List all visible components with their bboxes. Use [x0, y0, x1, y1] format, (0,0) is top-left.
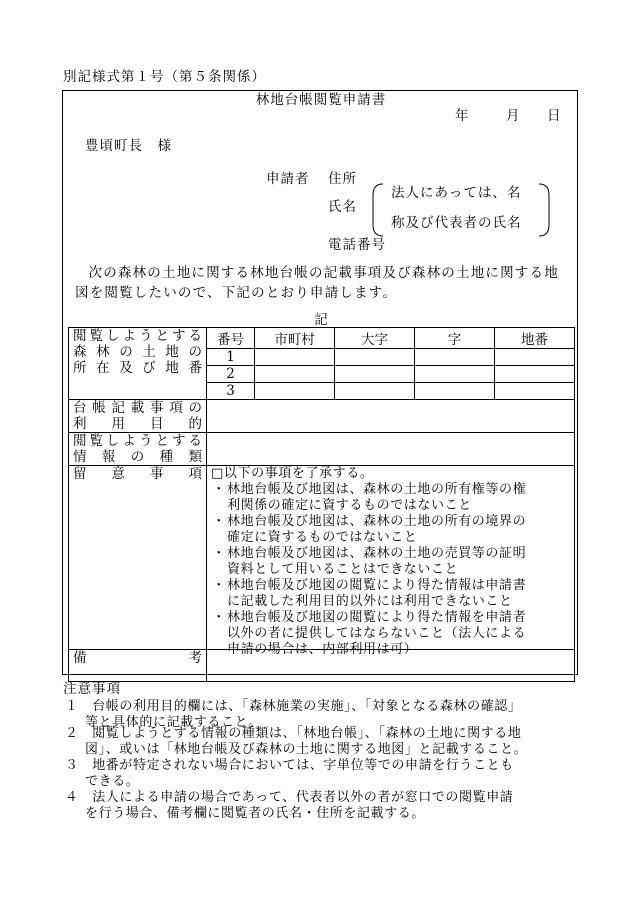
- caution-line: ２ 閲覧しようとする情報の種類は、「林地台帳」、「森林の土地に関する地: [65, 726, 522, 741]
- lot-number-field[interactable]: [495, 383, 575, 400]
- label-char: 類: [188, 449, 202, 465]
- caution-line: できる。: [85, 774, 140, 789]
- notice-item-line: [211, 546, 575, 562]
- record-label: 記: [314, 312, 328, 328]
- address-label: 住所: [328, 171, 357, 187]
- label-char: 項: [188, 466, 202, 482]
- notice-item-list: [211, 482, 575, 658]
- bullet-icon: ・: [212, 578, 226, 593]
- applicant-label: 申請者: [266, 171, 310, 187]
- label-char: う: [139, 328, 153, 344]
- purpose-label-line: [69, 416, 206, 432]
- notice-item-line: [211, 610, 575, 626]
- notice-item-line: [211, 498, 575, 514]
- label-char: 番: [188, 360, 202, 376]
- label-char: 林: [96, 344, 110, 360]
- label-char: 目: [150, 416, 164, 432]
- info-type-field[interactable]: [207, 433, 575, 466]
- form-number: 別記様式第１号（第５条関係）: [63, 69, 266, 85]
- notice-item-text: 資料として用いることはできないこと: [227, 562, 459, 577]
- label-char: 意: [111, 466, 125, 482]
- aza-field[interactable]: [415, 366, 495, 383]
- cautions-title: 注意事項: [63, 681, 121, 697]
- purpose-field[interactable]: [207, 400, 575, 433]
- label-char: う: [139, 433, 153, 449]
- label-char: し: [106, 328, 120, 344]
- lot-number-field[interactable]: [495, 366, 575, 383]
- row-number: 2: [207, 366, 255, 383]
- notice-item-line: [211, 578, 575, 594]
- label-char: 及: [119, 360, 133, 376]
- bullet-icon: ・: [212, 482, 226, 497]
- application-form: [62, 90, 578, 675]
- form-title: 林地台帳閲覧申請書: [255, 92, 387, 108]
- notice-item-text: に記載した利用目的以外には利用できないこと: [227, 594, 513, 609]
- intro-text: 次の森林の土地に関する林地台帳の記載事項及び森林の土地に関する地図を閲覧したいので、下記のとおり申請します。: [75, 265, 559, 301]
- label-char: 報: [101, 449, 116, 465]
- corporation-note-line-1: 法人にあっては、名: [391, 185, 522, 201]
- notice-item-text: 林地台帳及び地図は、森林の土地の売買等の証明: [227, 546, 527, 561]
- notice-item-text: 林地台帳及び地図の閲覧により得た情報は申請書: [227, 578, 527, 593]
- label-char: 地: [165, 344, 179, 360]
- label-char: 閲: [73, 328, 87, 344]
- notice-item-text: 林地台帳及び地図の閲覧により得た情報を申請者: [227, 610, 527, 625]
- addressee: 豊頃町長 様: [85, 138, 172, 154]
- label-char: 利: [73, 416, 87, 432]
- label-char: 留: [73, 466, 87, 482]
- header-lot-number: 地番: [495, 328, 575, 349]
- label-char: 森: [73, 344, 87, 360]
- label-char: よ: [122, 328, 136, 344]
- notice-item-line: [211, 562, 575, 578]
- label-char: よ: [122, 433, 136, 449]
- phone-label: 電話番号: [328, 237, 386, 253]
- bullet-icon: [211, 626, 227, 642]
- label-char: 情: [73, 449, 87, 465]
- aza-field[interactable]: [415, 349, 495, 366]
- caution-item: [65, 726, 580, 758]
- label-char: る: [188, 328, 202, 344]
- municipality-field[interactable]: [255, 349, 335, 366]
- oaza-field[interactable]: [335, 349, 415, 366]
- info-type-label-cell: [69, 433, 207, 466]
- location-label-cell: [69, 328, 207, 400]
- info-type-label-line: [69, 433, 206, 449]
- label-char: 覧: [89, 433, 103, 449]
- notice-item-line: [211, 482, 575, 498]
- remarks-label-cell: [69, 650, 207, 682]
- label-char: の: [188, 344, 202, 360]
- label-char: 用: [111, 416, 125, 432]
- notice-content-cell: [207, 466, 575, 657]
- notice-item-line: [211, 530, 575, 546]
- label-char: 閲: [73, 433, 87, 449]
- bullet-icon: [211, 530, 227, 546]
- location-label-line: [69, 344, 206, 360]
- label-char: 事: [150, 400, 164, 416]
- caution-line: 等と具体的に記載すること。: [85, 715, 262, 730]
- label-char: 地: [165, 360, 179, 376]
- label-char: と: [155, 433, 169, 449]
- notice-item-line: [211, 626, 575, 642]
- label-char: す: [172, 328, 186, 344]
- notice-item-line: [211, 514, 575, 530]
- label-char: 事: [150, 466, 164, 482]
- caution-line: ４ 法人による申請の場合であって、代表者以外の者が窓口での閲覧申請: [65, 790, 514, 805]
- header-municipality: 市町村: [255, 328, 335, 349]
- bullet-icon: [211, 562, 227, 578]
- lot-number-field[interactable]: [495, 349, 575, 366]
- notice-checkbox[interactable]: □以下の事項を了承する。: [211, 466, 374, 481]
- label-char: の: [119, 344, 133, 360]
- label-char: 覧: [89, 328, 103, 344]
- application-table: [68, 327, 575, 682]
- municipality-field[interactable]: [255, 366, 335, 383]
- oaza-field[interactable]: [335, 366, 415, 383]
- notice-item-text: 林地台帳及び地図は、森林の土地の所有の境界の: [227, 514, 527, 529]
- notice-item-text: 林地台帳及び地図は、森林の土地の所有権等の権: [227, 482, 527, 497]
- label-char: し: [106, 433, 120, 449]
- label-char: の: [130, 449, 145, 465]
- location-label-line: [69, 328, 206, 344]
- label-char: す: [172, 433, 186, 449]
- purpose-label-line: [69, 400, 206, 416]
- caution-line: を行う場合、備考欄に閲覧者の氏名・住所を記載する。: [85, 806, 426, 821]
- notice-item-text: 申請の場合は、内部利用は可）: [227, 642, 418, 657]
- label-char: 帳: [92, 400, 106, 416]
- purpose-label-cell: [69, 400, 207, 433]
- left-bracket-icon: [371, 183, 385, 237]
- label-char: 土: [142, 344, 156, 360]
- date-month-label: 月: [506, 108, 520, 124]
- caution-item: [65, 758, 580, 790]
- notice-item-text: 確定に資するものではないこと: [227, 530, 418, 545]
- label-char: び: [142, 360, 156, 376]
- label-char: 在: [96, 360, 110, 376]
- header-aza: 字: [415, 328, 495, 349]
- label-char: 記: [111, 400, 125, 416]
- label-char: 台: [73, 400, 87, 416]
- caution-line: 図」、或いは「林地台帳及び森林の土地に関する地図」と記載すること。: [85, 742, 528, 757]
- bullet-icon: [211, 594, 227, 610]
- aza-field[interactable]: [415, 383, 495, 400]
- label-char: 的: [188, 416, 202, 432]
- date-day-label: 日: [547, 108, 561, 124]
- caution-item: [65, 790, 580, 822]
- label-char: と: [155, 328, 169, 344]
- notice-item-line: [211, 594, 575, 610]
- oaza-field[interactable]: [335, 383, 415, 400]
- label-char: 備: [73, 650, 87, 666]
- label-char: 載: [130, 400, 145, 416]
- municipality-field[interactable]: [255, 383, 335, 400]
- label-char: る: [188, 433, 202, 449]
- date-year-label: 年: [455, 108, 469, 124]
- header-oaza: 大字: [335, 328, 415, 349]
- bullet-icon: ・: [212, 546, 226, 561]
- label-char: 所: [73, 360, 87, 376]
- label-char: 種: [159, 449, 174, 465]
- caution-line: ３ 地番が特定されない場合においては、字単位等での申請を行うことも: [65, 758, 514, 773]
- notice-label-cell: [69, 466, 207, 650]
- notice-label: [69, 466, 206, 482]
- bullet-icon: [211, 642, 227, 658]
- bullet-icon: [211, 498, 227, 514]
- notice-item-line: [211, 642, 575, 658]
- header-number: 番号: [207, 328, 255, 349]
- label-char: の: [188, 400, 202, 416]
- remarks-label: [69, 650, 206, 666]
- info-type-label-line: [69, 449, 206, 465]
- label-char: 考: [188, 650, 202, 666]
- row-number: 1: [207, 349, 255, 366]
- location-label-line: [69, 360, 206, 376]
- caution-line: １ 台帳の利用目的欄には、「森林施業の実施」、「対象となる森林の確認」: [65, 699, 522, 714]
- right-bracket-icon: [537, 183, 551, 237]
- name-label: 氏名: [328, 199, 357, 215]
- row-number: 3: [207, 383, 255, 400]
- corporation-note-line-2: 称及び代表者の氏名: [391, 215, 522, 231]
- notice-item-text: 利関係の確定に資するものではないこと: [227, 498, 472, 513]
- notice-item-text: 以外の者に提供してはならないこと（法人による: [227, 626, 527, 641]
- bullet-icon: ・: [212, 610, 226, 625]
- label-char: 項: [169, 400, 183, 416]
- notice-content: [211, 466, 575, 658]
- bullet-icon: ・: [212, 514, 226, 529]
